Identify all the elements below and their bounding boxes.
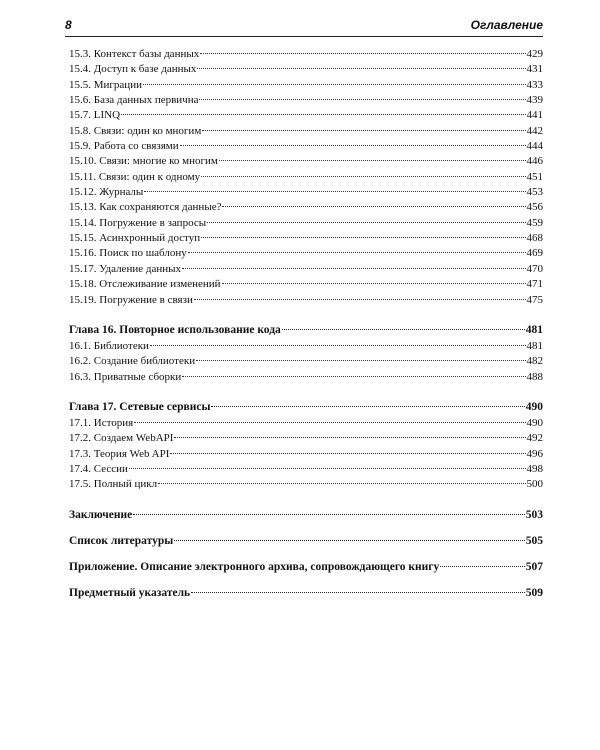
back-matter-title: Заключение — [69, 508, 133, 521]
leader-dots — [282, 329, 525, 330]
toc-entry[interactable] — [69, 262, 543, 277]
leader-dots — [180, 145, 526, 146]
toc-entry-page: 468 — [526, 232, 543, 245]
toc-entry-title: 15.12. Журналы — [69, 186, 144, 199]
toc-entry[interactable] — [69, 62, 543, 77]
toc-entry-title: 17.3. Теория Web API — [69, 447, 170, 460]
chapter-page: 490 — [525, 400, 543, 413]
leader-dots — [144, 191, 525, 192]
leader-dots — [211, 406, 524, 407]
leader-dots — [202, 130, 525, 131]
toc-entry[interactable] — [69, 200, 543, 215]
toc-entry-page: 446 — [526, 155, 543, 168]
leader-dots — [222, 206, 525, 207]
toc-entry[interactable] — [69, 231, 543, 246]
back-matter-entry[interactable] — [69, 533, 543, 550]
leader-dots — [158, 483, 525, 484]
leader-dots — [182, 376, 525, 377]
toc-entry-page: 459 — [526, 216, 543, 229]
chapter-17 — [69, 399, 543, 493]
toc-entry[interactable] — [69, 216, 543, 231]
leader-dots — [129, 468, 526, 469]
leader-dots — [199, 99, 525, 100]
chapter-title: Глава 16. Повторное использование кода — [69, 323, 281, 336]
toc-entry-title: 17.5. Полный цикл — [69, 478, 158, 491]
toc-entry[interactable] — [69, 170, 543, 185]
toc-entry[interactable] — [69, 277, 543, 292]
leader-dots — [133, 514, 525, 515]
toc-entry[interactable] — [69, 339, 543, 354]
toc-entry-page: 471 — [526, 278, 543, 291]
toc-entry[interactable] — [69, 431, 543, 446]
toc-entry-title: 16.1. Библиотеки — [69, 339, 149, 352]
toc-entry-title: 16.3. Приватные сборки — [69, 370, 182, 383]
toc-entry[interactable] — [69, 154, 543, 169]
toc-entry-title: 15.10. Связи: многие ко многим — [69, 155, 218, 168]
toc-entry-page: 492 — [526, 432, 543, 445]
leader-dots — [182, 268, 526, 269]
leader-dots — [121, 114, 525, 115]
toc-entry-page: 475 — [526, 293, 543, 306]
chapter-15-sections — [69, 47, 543, 308]
toc-entry-title: 17.2. Создаем WebAPI — [69, 432, 174, 445]
toc-entry-title: 15.4. Доступ к базе данных — [69, 63, 197, 76]
back-matter-title: Список литературы — [69, 534, 174, 547]
toc-entry-title: 15.11. Связи: один к одному — [69, 170, 201, 183]
leader-dots — [191, 592, 525, 593]
toc-entry[interactable] — [69, 293, 543, 308]
leader-dots — [174, 540, 525, 541]
toc-entry-title: 15.16. Поиск по шаблону — [69, 247, 187, 260]
toc-entry[interactable] — [69, 124, 543, 139]
toc-entry-title: 15.15. Асинхронный доступ — [69, 232, 201, 245]
table-of-contents — [69, 47, 543, 602]
back-matter-title: Предметный указатель — [69, 586, 191, 599]
leader-dots — [170, 453, 525, 454]
toc-entry-page: 498 — [526, 462, 543, 475]
back-matter-title: Приложение. Описание электронного архива, сопровождающего книгу — [69, 560, 440, 573]
toc-entry-title: 15.19. Погружение в связи — [69, 293, 193, 306]
toc-entry[interactable] — [69, 246, 543, 261]
toc-entry[interactable] — [69, 354, 543, 369]
toc-entry-page: 433 — [526, 78, 543, 91]
toc-entry-title: 15.18. Отслеживание изменений — [69, 278, 221, 291]
toc-entry-page: 469 — [526, 247, 543, 260]
leader-dots — [200, 53, 525, 54]
leader-dots — [188, 252, 526, 253]
leader-dots — [150, 345, 526, 346]
toc-entry-title: 16.2. Создание библиотеки — [69, 355, 196, 368]
toc-entry-page: 470 — [526, 262, 543, 275]
toc-entry-page: 456 — [526, 201, 543, 214]
toc-entry-page: 439 — [526, 94, 543, 107]
toc-entry-title: 15.8. Связи: один ко многим — [69, 124, 202, 137]
chapter-heading[interactable] — [69, 399, 543, 416]
back-matter — [69, 507, 543, 602]
leader-dots — [201, 237, 525, 238]
leader-dots — [222, 283, 526, 284]
page-number: 8 — [65, 18, 72, 32]
toc-entry-title: 17.1. История — [69, 416, 134, 429]
toc-entry[interactable] — [69, 416, 543, 431]
toc-entry-title: 15.6. База данных первична — [69, 94, 199, 107]
leader-dots — [207, 222, 525, 223]
toc-entry-page: 481 — [526, 339, 543, 352]
chapter-heading[interactable] — [69, 322, 543, 339]
leader-dots — [197, 68, 525, 69]
back-matter-page: 503 — [525, 508, 543, 521]
chapter-16 — [69, 322, 543, 385]
leader-dots — [134, 422, 525, 423]
toc-entry[interactable] — [69, 185, 543, 200]
toc-entry-page: 496 — [526, 447, 543, 460]
toc-entry-page: 431 — [526, 63, 543, 76]
page-header — [65, 16, 543, 37]
leader-dots — [174, 437, 525, 438]
back-matter-page: 505 — [525, 534, 543, 547]
running-title: Оглавление — [470, 18, 543, 32]
toc-entry-page: 453 — [526, 186, 543, 199]
toc-entry-title: 15.5. Миграции — [69, 78, 142, 91]
toc-entry-title: 15.9. Работа со связями — [69, 140, 179, 153]
toc-entry-page: 500 — [526, 478, 543, 491]
leader-dots — [143, 84, 526, 85]
toc-entry-title: 15.13. Как сохраняются данные? — [69, 201, 222, 214]
toc-entry[interactable] — [69, 93, 543, 108]
back-matter-page: 509 — [525, 586, 543, 599]
leader-dots — [440, 566, 525, 567]
leader-dots — [194, 299, 526, 300]
toc-entry[interactable] — [69, 47, 543, 62]
back-matter-entry[interactable] — [69, 507, 543, 524]
back-matter-entry[interactable] — [69, 585, 543, 602]
leader-dots — [201, 176, 525, 177]
chapter-title: Глава 17. Сетевые сервисы — [69, 400, 211, 413]
back-matter-entry[interactable] — [69, 559, 543, 576]
toc-entry[interactable] — [69, 139, 543, 154]
leader-dots — [219, 160, 526, 161]
toc-entry[interactable] — [69, 462, 543, 477]
toc-entry[interactable] — [69, 78, 543, 93]
toc-entry[interactable] — [69, 447, 543, 462]
chapter-page: 481 — [525, 323, 543, 336]
toc-entry-page: 441 — [526, 109, 543, 122]
toc-entry[interactable] — [69, 477, 543, 492]
toc-entry-title: 15.17. Удаление данных — [69, 262, 181, 275]
toc-entry-page: 429 — [526, 48, 543, 60]
toc-entry-page: 442 — [526, 124, 543, 137]
toc-entry-title: 17.4. Сессии — [69, 462, 128, 475]
toc-entry[interactable] — [69, 108, 543, 123]
leader-dots — [196, 360, 525, 361]
toc-entry-page: 490 — [526, 416, 543, 429]
toc-entry-page: 488 — [526, 370, 543, 383]
toc-entry[interactable] — [69, 370, 543, 385]
toc-entry-page: 444 — [526, 140, 543, 153]
toc-entry-title: 15.7. LINQ — [69, 109, 121, 122]
back-matter-page: 507 — [525, 560, 543, 573]
toc-entry-title: 15.3. Контекст базы данных — [69, 48, 200, 60]
toc-entry-page: 482 — [526, 355, 543, 368]
toc-entry-title: 15.14. Погружение в запросы — [69, 216, 207, 229]
toc-entry-page: 451 — [526, 170, 543, 183]
